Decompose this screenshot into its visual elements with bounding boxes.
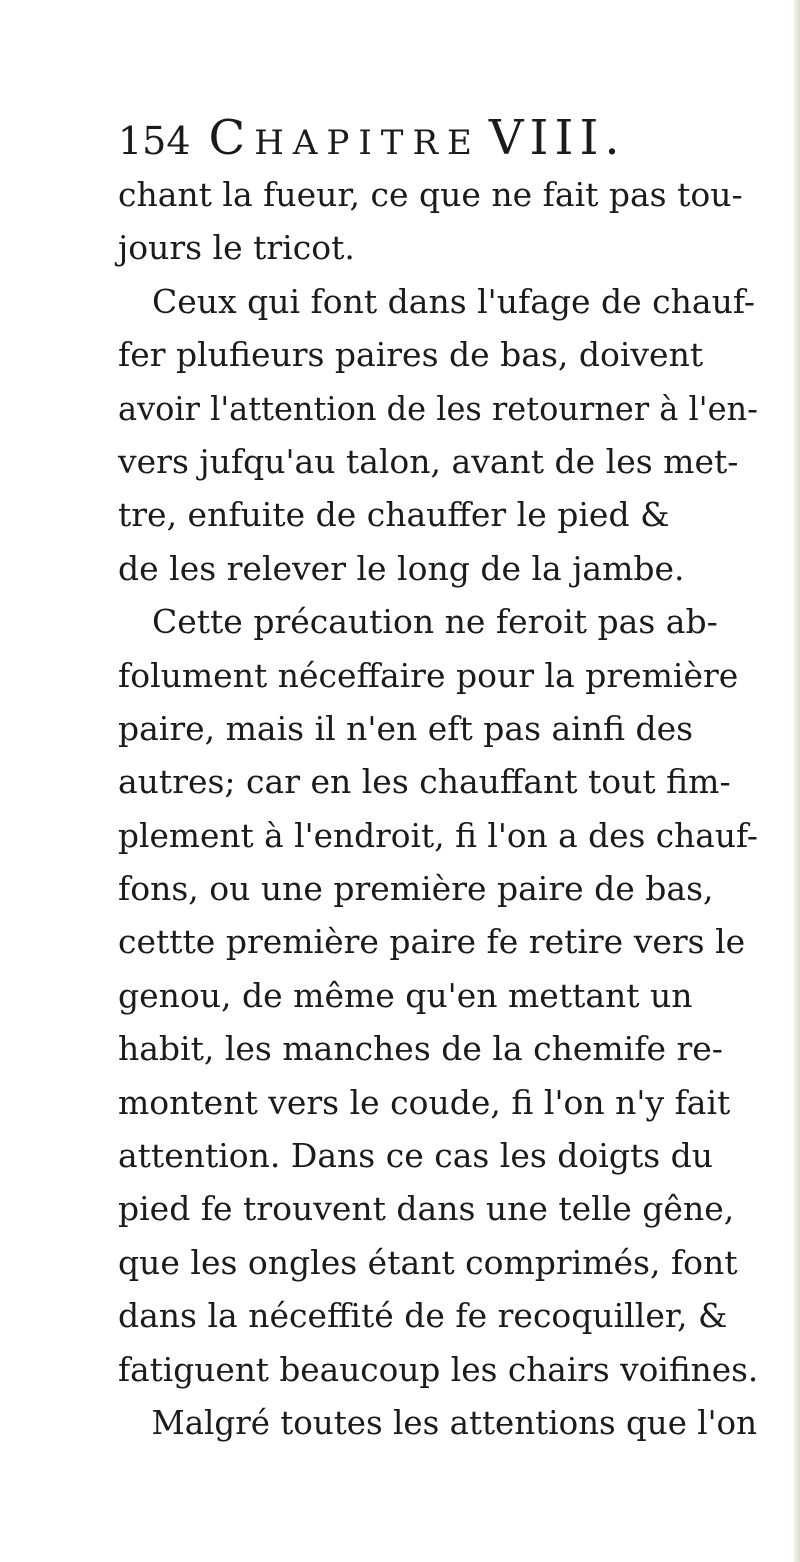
text-line: attention. Dans ce cas les doigts du: [118, 1136, 714, 1176]
chapter-number: VIII.: [488, 110, 626, 166]
text-line: tre, enfuite de chauffer le pied &: [118, 495, 670, 535]
text-line: cettte première paire fe retire vers le: [118, 922, 746, 962]
text-line: fons, ou une première paire de bas,: [118, 869, 714, 909]
paragraph-start-line: Cette précaution ne feroit pas ab-: [152, 602, 718, 642]
running-head: [118, 110, 626, 166]
body-text: [118, 168, 758, 1449]
paragraph-start-line: Malgré toutes les attentions que l'on: [151, 1402, 758, 1442]
text-line: dans la néceffité de fe recoquiller, &: [118, 1296, 728, 1336]
paragraph-start-line: Ceux qui font dans l'ufage de chauf-: [152, 281, 756, 321]
text-line: paire, mais il n'en eft pas ainfi des: [118, 708, 694, 748]
text-line: plement à l'endroit, fi l'on a des chauf-: [118, 815, 759, 855]
text-line: folument néceffaire pour la première: [118, 655, 739, 695]
text-line: genou, de même qu'en mettant un: [118, 975, 693, 1015]
text-line: autres; car en les chauffant tout fim-: [118, 762, 731, 802]
text-line: chant la fueur, ce que ne fait pas tou-: [118, 175, 743, 214]
text-line: fatiguent beaucoup les chairs voifines.: [118, 1349, 759, 1389]
text-line: de les relever le long de la jambe.: [118, 548, 685, 588]
text-line: montent vers le coude, fi l'on n'y fait: [118, 1082, 731, 1122]
text-line: fer plufieurs paires de bas, doivent: [118, 335, 704, 375]
page-edge-shadow: [794, 0, 800, 1562]
text-line: avoir l'attention de les retourner à l'en-: [118, 388, 758, 428]
text-line: pied fe trouvent dans une telle gêne,: [118, 1189, 735, 1229]
text-line: vers jufqu'au talon, avant de les met-: [118, 441, 739, 481]
text-line: jours le tricot.: [118, 228, 355, 268]
text-line: que les ongles étant comprimés, font: [118, 1242, 738, 1282]
page-number: 154: [118, 119, 191, 163]
chapter-label: Chapitre: [208, 110, 481, 166]
text-line: habit, les manches de la chemife re-: [118, 1029, 723, 1069]
